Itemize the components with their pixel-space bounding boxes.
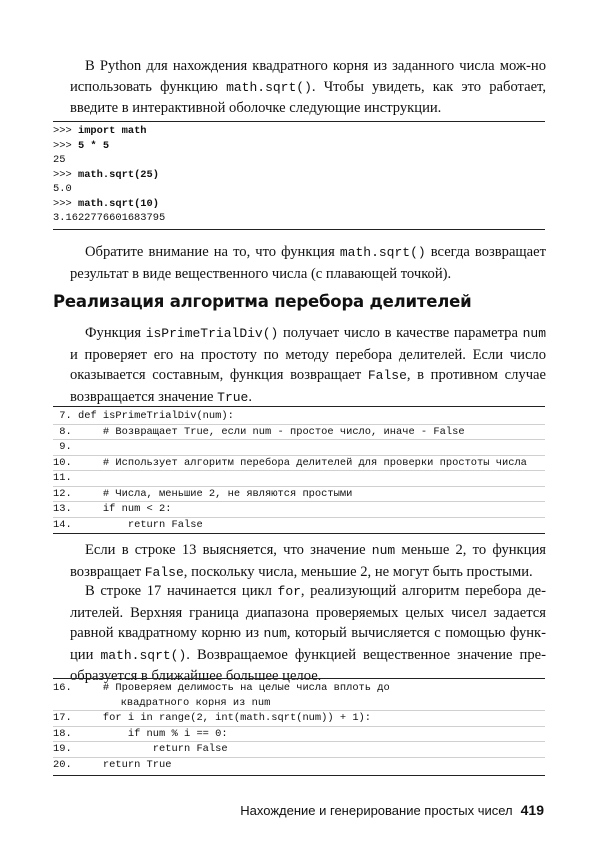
line-number: 17. (53, 712, 72, 724)
code-line (53, 455, 545, 471)
line-number: 18. (53, 727, 72, 740)
desc-text-2: получает число в качестве параметра (278, 325, 523, 341)
note-paragraph (70, 242, 546, 284)
shell-output: 3.1622776601683795 (53, 212, 166, 224)
shell-input: math.sqrt(10) (77, 197, 160, 210)
code-text: return False (77, 743, 228, 755)
desc-text-1: Функция (85, 325, 146, 341)
shell-prompt: >>> (53, 168, 78, 181)
p17-code-2: num (263, 626, 287, 641)
desc-code-4: True (217, 389, 249, 405)
running-title: Нахождение и генерирование простых чисел (240, 803, 513, 818)
intro-text-2: . Чтобы увидеть, как это работает, введите в интерактивной оболочке следующие инструкции. (70, 78, 546, 116)
code-listing-1 (53, 406, 545, 534)
shell-input: math.sqrt(25) (77, 168, 160, 181)
intro-paragraph (70, 56, 546, 119)
desc-text-3: и проверяет его на простоту по методу перебора делителей. Если число оказывается составным, функция возвращает (70, 346, 546, 383)
page-footer (240, 802, 544, 818)
code-text: if num < 2: (77, 503, 172, 515)
p17-code-1: for (277, 584, 301, 599)
note-text-1: Обратите внимание на то, что функция (85, 244, 340, 260)
p17-text-2: , реализующий алгоритм перебора де-лителей. Верхняя граница диапазона проверяемых целых чисел задается равной квадратному корню из (70, 583, 546, 641)
code-text: # Проверяем делимость на целые числа вплоть до (77, 682, 390, 694)
code-line (53, 424, 545, 440)
code-text: # Числа, меньшие 2, не являются простыми (77, 487, 353, 500)
line-number: 10. (53, 456, 72, 469)
p13-text-3: , поскольку числа, меньшие 2, не могут быть простыми. (183, 563, 533, 580)
shell-session-block (53, 121, 545, 230)
code-line (53, 409, 545, 424)
desc-code-3: False (367, 368, 407, 383)
code-line (53, 501, 545, 517)
p13-code-2: False (144, 564, 184, 580)
p17-code-3: math.sqrt() (100, 647, 187, 663)
shell-line (53, 124, 545, 139)
code-text: for i in range(2, int(math.sqrt(num)) + 1): (77, 712, 372, 724)
p17-text-1: В строке 17 начинается цикл (85, 583, 278, 599)
code-line (53, 726, 545, 742)
code-text: def isPrimeTrialDiv(num): (77, 410, 234, 422)
code-line (53, 470, 545, 486)
line-number: 7. (53, 410, 72, 422)
shell-line (53, 197, 545, 212)
description-paragraph (70, 323, 546, 408)
p13-text-2: меньше 2, то функция возвращает (70, 542, 546, 580)
line-number: 20. (53, 758, 72, 771)
line-number: 14. (53, 518, 72, 531)
p17-text-4: . Возвращаемое функцией вещественное значение пре-образуется в ближайшее большее целое. (70, 646, 546, 684)
line-number: 13. (53, 503, 72, 515)
shell-line (53, 139, 545, 154)
desc-code-2: num (522, 326, 546, 341)
intro-text-1: В Python для нахождения квадратного корня из заданного числа мож-но использовать функцию (70, 58, 546, 95)
code-text: # Возвращает True, если num - простое число, иначе - False (77, 425, 465, 438)
code-text: if num % i == 0: (77, 727, 228, 740)
page-number: 419 (520, 802, 544, 818)
desc-text-5: . (248, 388, 253, 405)
shell-output: 25 (53, 154, 66, 166)
line-number: 9. (53, 441, 72, 453)
shell-line (53, 153, 545, 168)
shell-prompt: >>> (53, 197, 78, 210)
shell-line (53, 182, 545, 197)
intro-code-1: math.sqrt() (226, 79, 312, 95)
shell-line (53, 168, 545, 183)
line-number: 19. (53, 743, 72, 755)
line13-paragraph (70, 540, 546, 583)
code-line (53, 741, 545, 757)
code-text: return True (77, 758, 172, 771)
code-line (53, 486, 545, 502)
code-listing-2 (53, 678, 545, 776)
desc-code-1: isPrimeTrialDiv() (145, 326, 279, 341)
line-number: 12. (53, 487, 72, 500)
p13-code-1: num (371, 543, 396, 558)
code-text: # Использует алгоритм перебора делителей для проверки простоты числа (77, 456, 527, 469)
shell-input: 5 * 5 (77, 139, 110, 152)
code-line (53, 710, 545, 726)
note-text-2: всегда возвращает результат в виде вещественного числа (с плавающей точкой). (70, 244, 546, 282)
note-code-1: math.sqrt() (339, 245, 426, 260)
code-line (53, 696, 545, 711)
line-number: 8. (53, 425, 72, 438)
desc-text-4: , в противном случае возвращается значение (70, 367, 546, 405)
line17-paragraph (70, 581, 546, 687)
shell-line (53, 211, 545, 226)
shell-prompt: >>> (53, 139, 78, 152)
shell-input: import math (77, 125, 147, 137)
code-text: return False (77, 518, 203, 531)
code-line (53, 757, 545, 773)
shell-prompt: >>> (53, 125, 78, 137)
line-number: 11. (53, 472, 72, 484)
p17-text-3: , который вычисляется с помощью функ-ции (70, 625, 547, 663)
shell-output: 5.0 (53, 183, 72, 195)
code-line (53, 439, 545, 455)
section-heading: Реализация алгоритма перебора делителей (53, 292, 472, 311)
code-text: квадратного корня из num (83, 696, 271, 709)
p13-text-1: Если в строке 13 выясняется, что значение (85, 542, 372, 558)
code-line (53, 517, 545, 533)
line-number: 16. (53, 682, 72, 694)
code-line (53, 681, 545, 696)
